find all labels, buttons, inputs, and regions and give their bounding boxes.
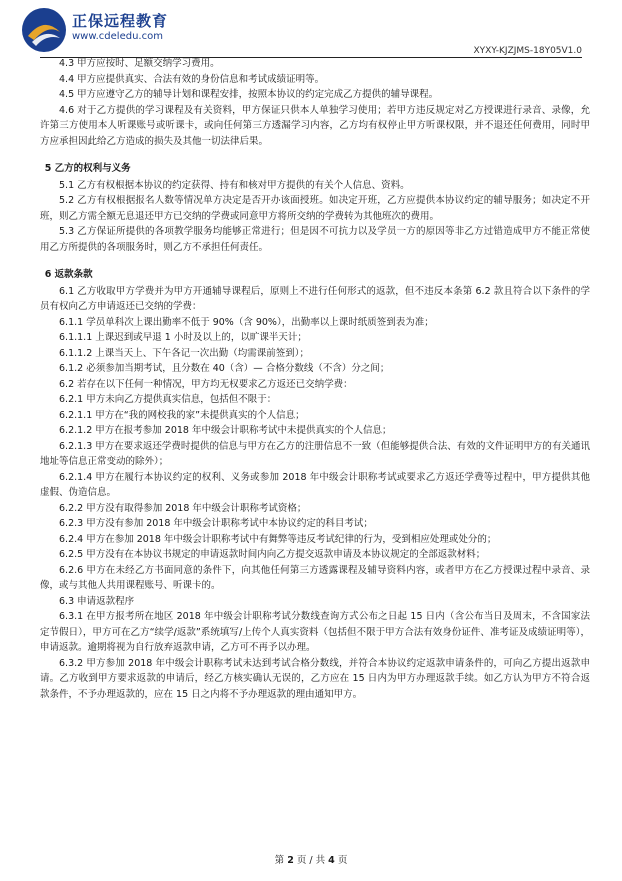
clause-6-2-1: 6.2.1 甲方未向乙方提供真实信息，包括但不限于： (59, 394, 277, 405)
clause-6-2: 6.2 若存在以下任何一种情况，甲方均无权要求乙方返还已交纳学费： (59, 378, 353, 390)
clause-6-1-1: 6.1.1 学员单科次上课出勤率不低于 90%（含 90%），出勤率以上课时纸质签到表为准； (59, 316, 434, 328)
page-prefix: 第 (274, 855, 285, 866)
page-number: 2 (287, 855, 294, 866)
clause-6-1-1-2: 6.1.1.2 上课当天上、下午各记一次出勤（均需课前签到）； (59, 347, 310, 359)
cdeledu-logo-icon (20, 6, 68, 54)
clause-6-2-1-1: 6.2.1.1 甲方在“我的网校我的家”未提供真实的个人信息； (59, 409, 305, 421)
clause-6-1-2: 6.1.2 必须参加当期考试，且分数在 40（含）— 合格分数线（不含）分之间； (59, 363, 390, 374)
clause-6-2-4: 6.2.4 甲方在参加 2018 年中级会计职称考试中有舞弊等违反考试纪律的行为，受到相应处理或处分的； (59, 533, 497, 545)
clause-6-3: 6.3 申请返款程序 (59, 595, 135, 607)
clause-6-2-3: 6.2.3 甲方没有参加 2018 年中级会计职称考试中本协议约定的科目考试； (59, 518, 373, 529)
clause-6-3-1: 6.3.1 在甲方报考所在地区 2018 年中级会计职称考试分数线查询方式公布之日起 15 日内（含公布当日及周末，不含国家法定节假日），甲方可在乙方“续学/返款”系统填写/上传个人真实资料（包括但不限于甲方合法有效身份证件、准考证及成绩证明等），申请返款。逾期将视为自行放弃返款申请，乙方可不再予以办理。 (40, 611, 590, 653)
page-mid: 页 / 共 (296, 855, 326, 866)
brand-name: 正保远程教育 (72, 12, 169, 30)
clause-6-2-1-4: 6.2.1.4 甲方在履行本协议约定的权利、义务或参加 2018 年中级会计职称考试或要求乙方返还学费等过程中，甲方提供其他虚假、伪造信息。 (40, 471, 590, 498)
clause-6-1-1-1: 6.1.1.1 上课迟到或早退 1 小时及以上的，以旷课半天计； (59, 332, 307, 343)
section-5-heading: 5 乙方的权利与义务 (44, 163, 131, 174)
clause-6-2-6: 6.2.6 甲方在未经乙方书面同意的条件下，向其他任何第三方透露课程及辅导资料内容，或者甲方在乙方授课过程中录音、录像，或与其他人共用课程账号、听课卡的。 (40, 564, 590, 591)
section-6-heading: 6 返款条款 (44, 269, 93, 280)
page-header (0, 0, 622, 62)
clause-6-2-1-3: 6.2.1.3 甲方在要求返还学费时提供的信息与甲方在乙方的注册信息不一致（但能够提供合法、有效的文件证明甲方的有关通讯地址等信息正常变动的除外）； (40, 440, 590, 467)
clause-6-2-1-2: 6.2.1.2 甲方在报考参加 2018 年中级会计职称考试中未提供真实的个人信息； (59, 425, 392, 436)
page-total: 4 (328, 855, 335, 866)
document-body (40, 56, 590, 702)
clause-4-5: 4.5 甲方应遵守乙方的辅导计划和课程安排，按照本协议的约定完成乙方提供的辅导课程。 (59, 89, 439, 100)
clause-4-6: 4.6 对于乙方提供的学习课程及有关资料，甲方保证只供本人单独学习使用；若甲方违反规定对乙方授课进行录音、录像，允许第三方使用本人听课账号或听课卡，或向任何第三方透漏学习内容，乙方均有权停止甲方听课权限，并不退还任何费用，同时甲方应承担因此给乙方造成的损失及其他一切法律后果。 (40, 104, 590, 147)
document-code: XYXY-KJZJMS-18Y05V1.0 (473, 46, 582, 56)
clause-6-1: 6.1 乙方收取甲方学费并为甲方开通辅导课程后，原则上不进行任何形式的返款，但不违反本条第 6.2 款且符合以下条件的学员有权向乙方申请返还已交纳的学费： (40, 285, 590, 312)
site-url: www.cdeledu.com (72, 31, 163, 42)
clause-6-2-2: 6.2.2 甲方没有取得参加 2018 年中级会计职称考试资格； (59, 502, 307, 514)
page-footer (0, 852, 622, 866)
clause-5-3: 5.3 乙方保证所提供的各项教学服务均能够正常进行；但是因不可抗力以及学员一方的原因等非乙方过错造成甲方不能正常使用乙方所提供的各项服务时，则乙方不承担任何责任。 (40, 226, 590, 253)
clause-5-2: 5.2 乙方有权根据报名人数等情况单方决定是否开办该面授班。如决定开班，乙方应提供本协议约定的辅导服务；如决定不开班，则乙方需全额无息退还甲方已交纳的学费或同意甲方将所交纳的学费转为其他班次的费用。 (40, 195, 590, 222)
clause-4-4: 4.4 甲方应提供真实、合法有效的身份信息和考试成绩证明等。 (59, 73, 325, 85)
clause-6-2-5: 6.2.5 甲方没有在本协议书规定的申请返款时间内向乙方提交返款申请及本协议规定的全部返款材料； (59, 549, 486, 560)
clause-6-3-2: 6.3.2 甲方参加 2018 年中级会计职称考试未达到考试合格分数线，并符合本协议约定返款申请条件的，可向乙方提出返款申请。乙方收到甲方要求返款的申请后，经乙方核实确认无误的，乙方应在 15 日内为甲方办理返款手续。如乙方认为甲方不符合返款条件，不予办理返款的，应在 15 日之内将不予办理返款的理由通知甲方。 (40, 657, 590, 700)
clause-4-3: 4.3 甲方应按时、足额交纳学习费用。 (59, 58, 220, 69)
page-suffix: 页 (337, 855, 348, 866)
clause-5-1: 5.1 乙方有权根据本协议的约定获得、持有和核对甲方提供的有关个人信息、资料。 (59, 179, 410, 191)
